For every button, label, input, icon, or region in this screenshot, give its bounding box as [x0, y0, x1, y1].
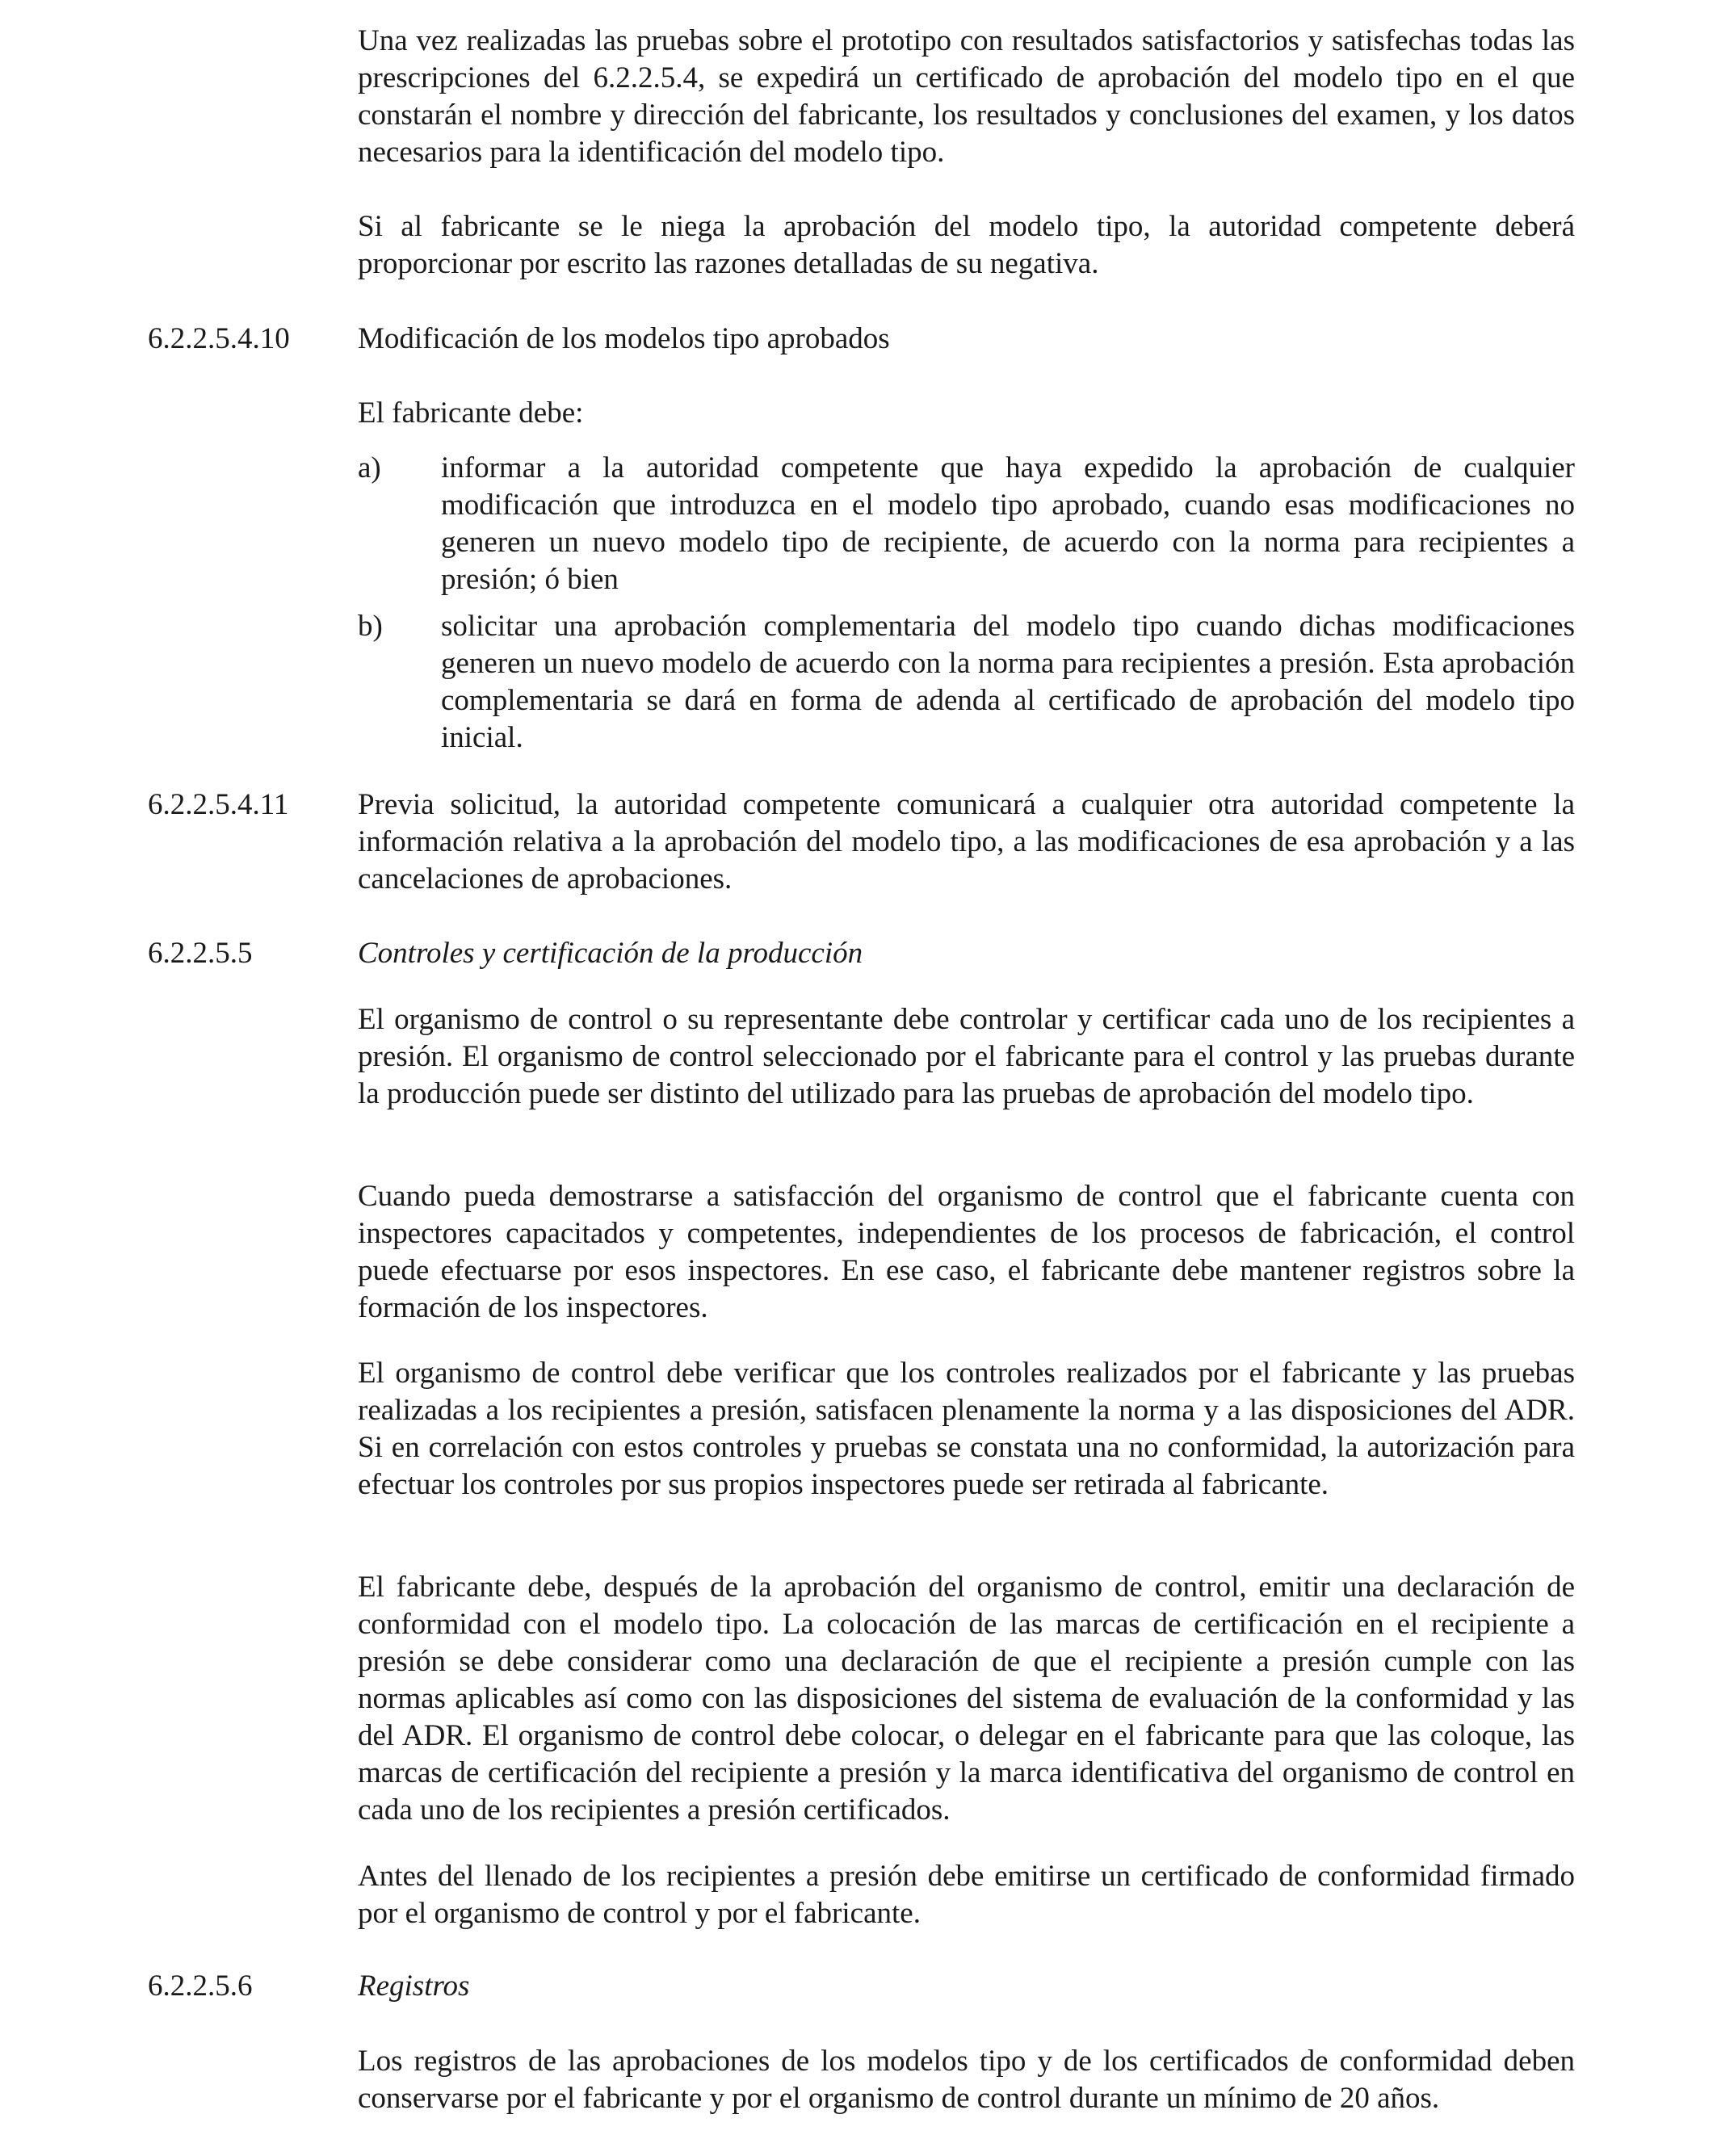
list-item-b: solicitar una aprobación complementaria del modelo tipo cuando dichas modificaciones generen un nuevo modelo de acuerdo con la norma para recipientes a presión. Esta aprobación complementaria se dará en forma de adenda al certificado de aprobación del modelo tipo inicial.: [441, 610, 1575, 754]
paragraph-control-body: El organismo de control o su representante debe controlar y certificar cada uno de los recipientes a presión. El organismo de control seleccionado por el fabricante para el control y las pruebas durante la producción puede ser distinto del utilizado para las pruebas de aprobación del modelo tipo.: [358, 1003, 1575, 1110]
paragraph-verification: El organismo de control debe verificar que los controles realizados por el fabricante y las pruebas realizadas a los recipientes a presión, satisfacen plenamente la norma y a las disposiciones del ADR. Si en correlación con estos controles y pruebas se constata una no conformidad, la autorización para efectuar los controles por sus propios inspectores puede ser retirada al fabricante.: [358, 1357, 1575, 1501]
paragraph-records-retention: Los registros de las aprobaciones de los modelos tipo y de los certificados de conformidad deben conservarse por el fabricante y por el organismo de control durante un mínimo de 20 años.: [358, 2045, 1575, 2115]
section-title-records: Registros: [358, 1969, 470, 2003]
section-number-6-2-2-5-4-10: 6.2.2.5.4.10: [148, 322, 290, 355]
list-item-a: informar a la autoridad competente que haya expedido la aprobación de cualquier modificación que introduzca en el modelo tipo aprobado, cuando esas modificaciones no generen un nuevo modelo tipo de recipiente, de acuerdo con la norma para recipientes a presión; ó bien: [441, 451, 1575, 596]
paragraph-information-sharing: Previa solicitud, la autoridad competente comunicará a cualquier otra autoridad competente la información relativa a la aprobación del modelo tipo, a las modificaciones de esa aprobación y a las cancelaciones de aprobaciones.: [358, 788, 1575, 896]
section-number-6-2-2-5-4-11: 6.2.2.5.4.11: [148, 788, 289, 821]
section-number-6-2-2-5-5: 6.2.2.5.5: [148, 937, 253, 970]
paragraph-manufacturer-must: El fabricante debe:: [358, 396, 584, 430]
section-number-6-2-2-5-6: 6.2.2.5.6: [148, 1969, 253, 2003]
paragraph-certificate-before-filling: Antes del llenado de los recipientes a presión debe emitirse un certificado de conformidad firmado por el organismo de control y por el fabricante.: [358, 1860, 1575, 1930]
list-marker-b: b): [358, 610, 383, 643]
paragraph-approval-refusal: Si al fabricante se le niega la aprobación del modelo tipo, la autoridad competente deberá proporcionar por escrito las razones detalladas de su negativa.: [358, 210, 1575, 280]
section-title-modifications: Modificación de los modelos tipo aprobados: [358, 322, 890, 355]
paragraph-inspectors: Cuando pueda demostrarse a satisfacción del organismo de control que el fabricante cuenta con inspectores capacitados y competentes, independientes de los procesos de fabricación, el control puede efectuarse por esos inspectores. En ese caso, el fabricante debe mantener registros sobre la formación de los inspectores.: [358, 1180, 1575, 1324]
section-title-production-controls: Controles y certificación de la producción: [358, 937, 863, 970]
list-marker-a: a): [358, 451, 381, 484]
paragraph-certificate-issuance: Una vez realizadas las pruebas sobre el prototipo con resultados satisfactorios y satisfechas todas las prescripciones del 6.2.2.5.4, se expedirá un certificado de aprobación del modelo tipo en el que constarán el nombre y dirección del fabricante, los resultados y conclusiones del examen, y los datos necesarios para la identificación del modelo tipo.: [358, 24, 1575, 169]
paragraph-declaration: El fabricante debe, después de la aprobación del organismo de control, emitir una declaración de conformidad con el modelo tipo. La colocación de las marcas de certificación en el recipiente a presión se debe considerar como una declaración de que el recipiente a presión cumple con las normas aplicables así como con las disposiciones del sistema de evaluación de la conformidad y las del ADR. El organismo de control debe colocar, o delegar en el fabricante para que las coloque, las marcas de certificación del recipiente a presión y la marca identificativa del organismo de control en cada uno de los recipientes a presión certificados.: [358, 1571, 1575, 1827]
